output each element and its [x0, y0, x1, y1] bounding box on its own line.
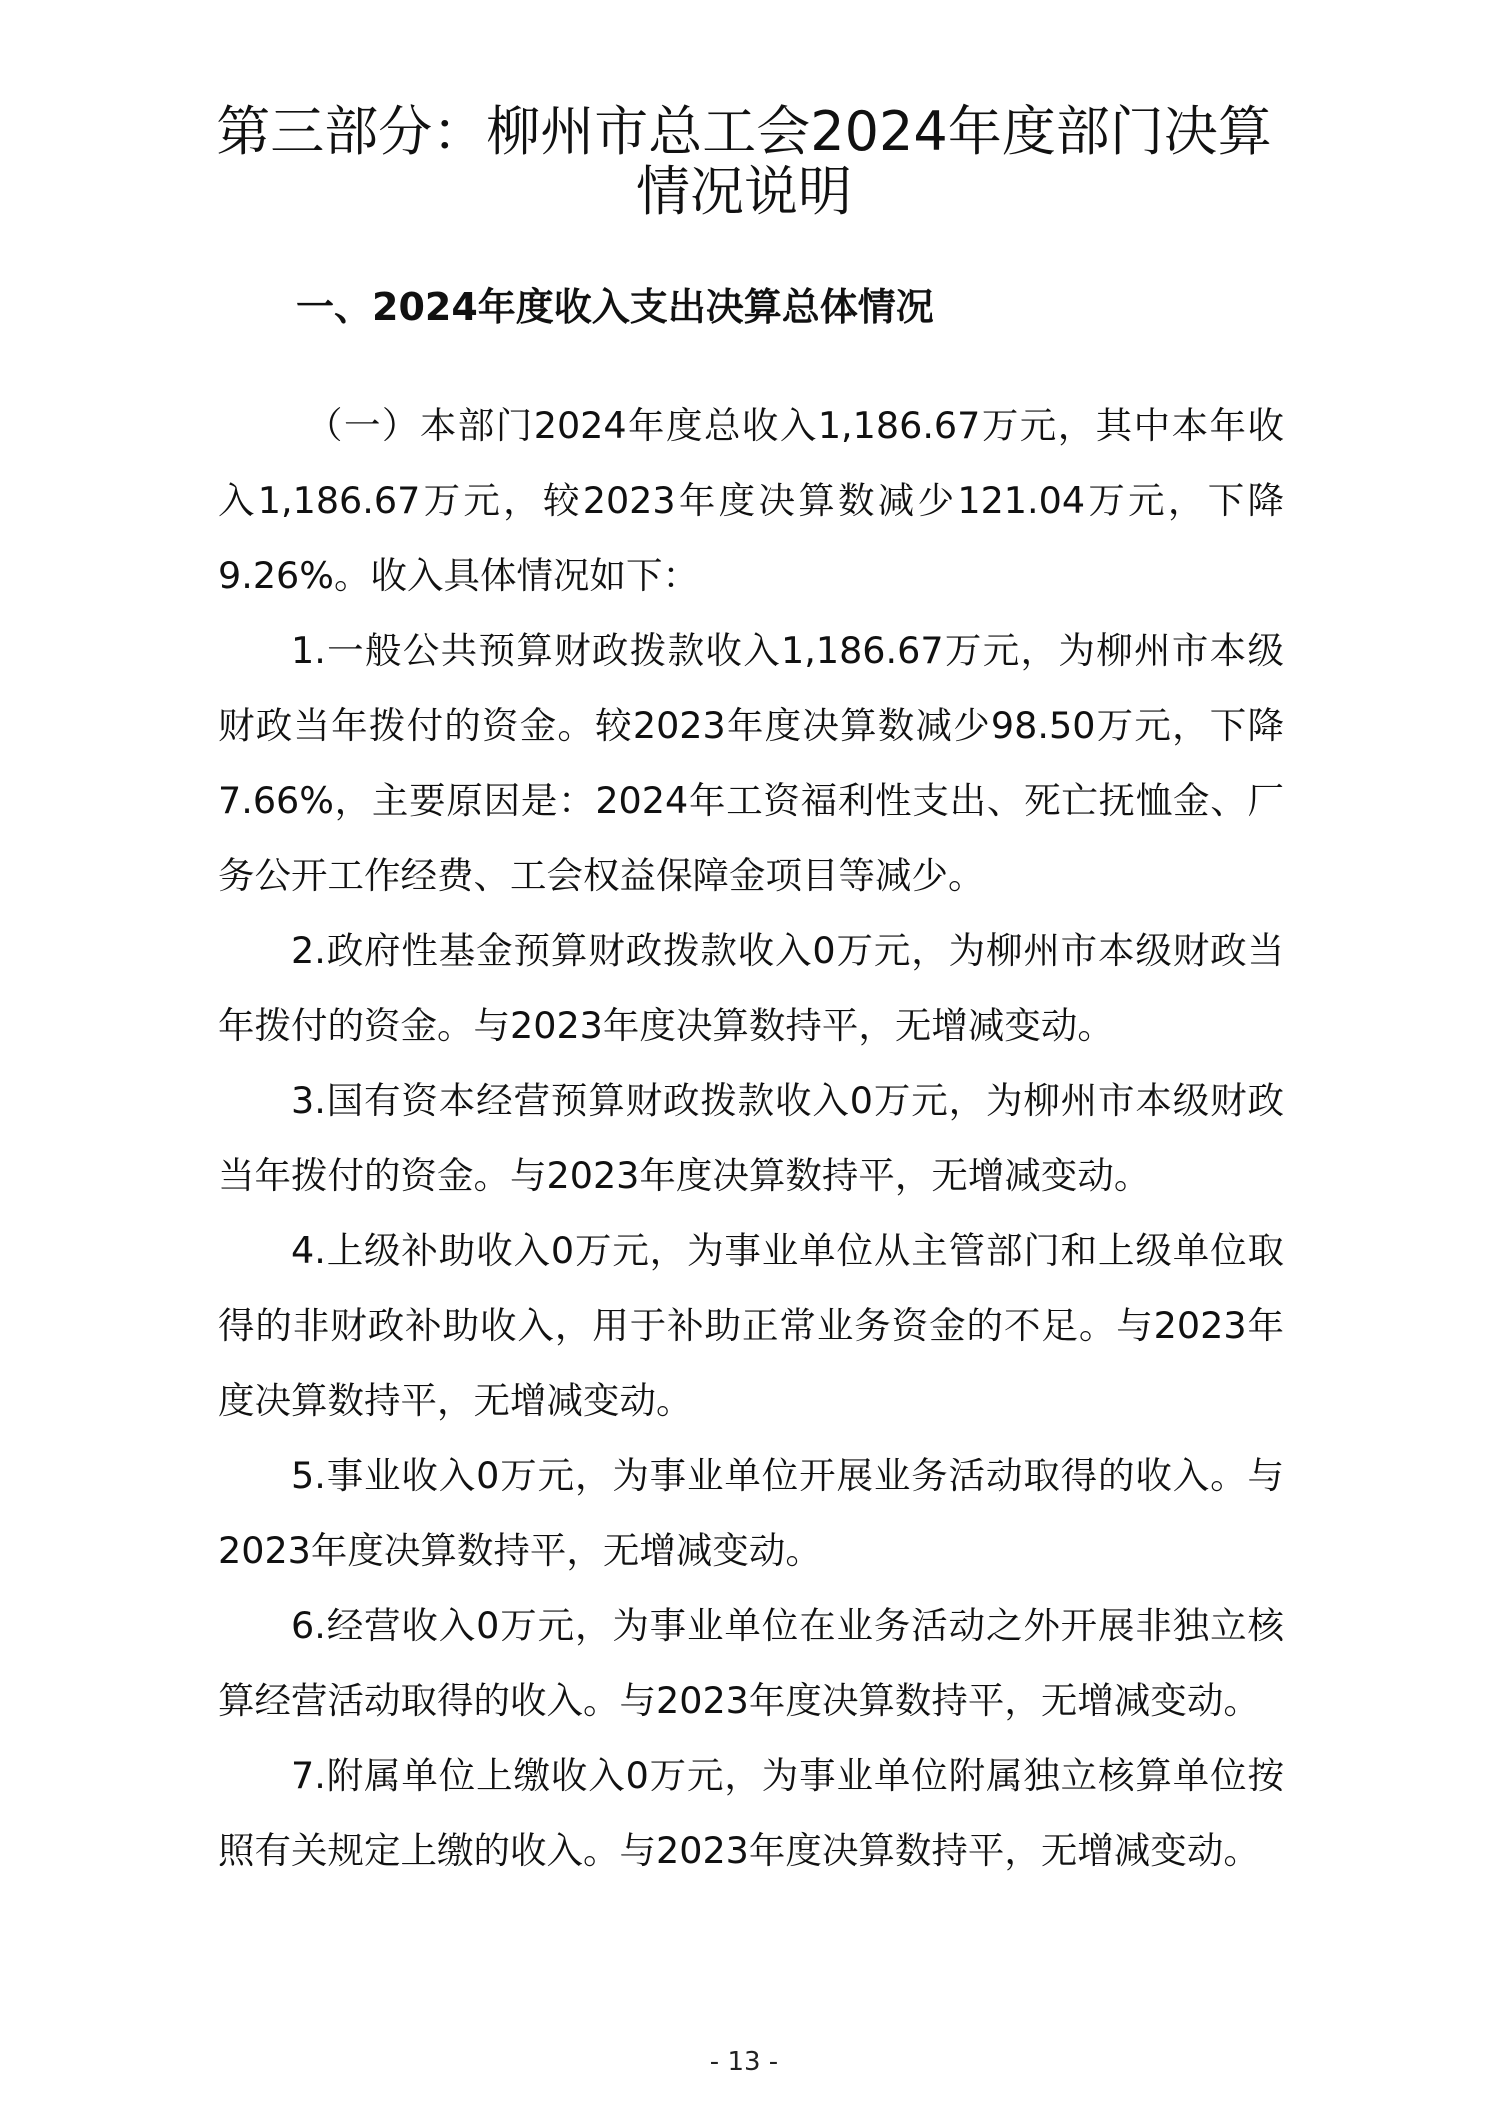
- document-body: [218, 388, 1284, 1888]
- paragraph-operating-income: 6.经营收入0万元，为事业单位在业务活动之外开展非独立核算经营活动取得的收入。与2023年度决算数持平，无增减变动。: [218, 1604, 1284, 1722]
- paragraph-government-fund: 2.政府性基金预算财政拨款收入0万元，为柳州市本级财政当年拨付的资金。与2023年度决算数持平，无增减变动。: [218, 929, 1284, 1047]
- paragraph-business-income: 5.事业收入0万元，为事业单位开展业务活动取得的收入。与2023年度决算数持平，无增减变动。: [218, 1454, 1284, 1572]
- paragraph-affiliated-income: 7.附属单位上缴收入0万元，为事业单位附属独立核算单位按照有关规定上缴的收入。与2023年度决算数持平，无增减变动。: [218, 1754, 1284, 1872]
- paragraph-state-capital: 3.国有资本经营预算财政拨款收入0万元，为柳州市本级财政当年拨付的资金。与2023年度决算数持平，无增减变动。: [218, 1079, 1284, 1197]
- page-number: - 13 -: [709, 2047, 779, 2077]
- section-heading: 一、2024年度收入支出决算总体情况: [296, 285, 934, 329]
- paragraph-superior-subsidy: 4.上级补助收入0万元，为事业单位从主管部门和上级单位取得的非财政补助收入，用于补助正常业务资金的不足。与2023年度决算数持平，无增减变动。: [218, 1229, 1284, 1422]
- document-title: 第三部分：柳州市总工会2024年度部门决算情况说明: [216, 100, 1272, 223]
- paragraph-general-budget: 1.一般公共预算财政拨款收入1,186.67万元，为柳州市本级财政当年拨付的资金。较2023年度决算数减少98.50万元，下降7.66%，主要原因是：2024年工资福利性支出、死亡抚恤金、厂务公开工作经费、工会权益保障金项目等减少。: [218, 629, 1284, 897]
- paragraph-total-income: （一）本部门2024年度总收入1,186.67万元，其中本年收入1,186.67万元，较2023年度决算数减少121.04万元，下降9.26%。收入具体情况如下：: [218, 404, 1284, 597]
